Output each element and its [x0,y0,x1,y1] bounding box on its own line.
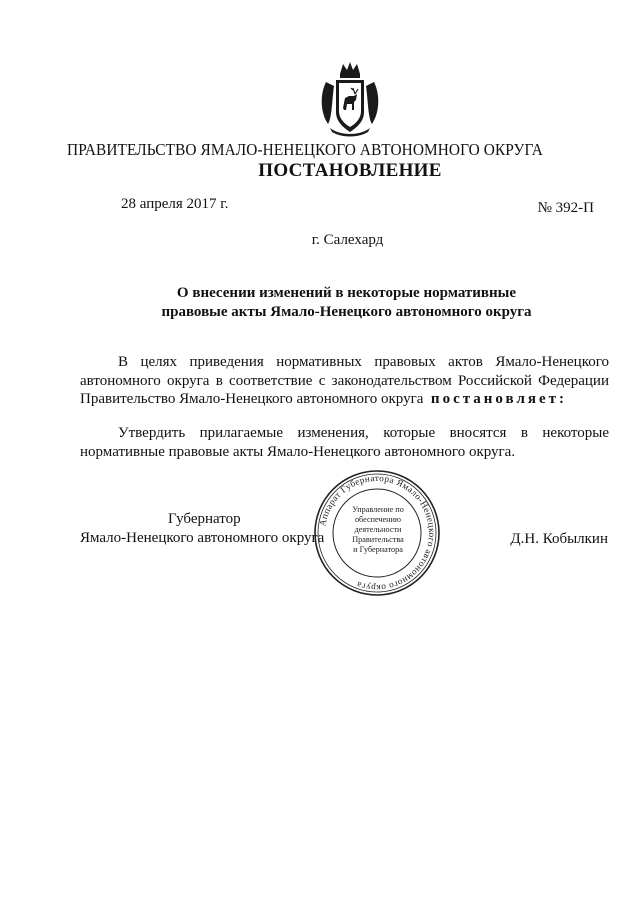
stamp-inner-line-5: и Губернатора [353,545,403,554]
document-type-heading: ПОСТАНОВЛЕНИЕ [258,160,442,181]
stamp-inner-line-1: Управление по [352,505,404,514]
paragraph-1-line-1: В целях приведения нормативных правовых актов Ямало-Ненецкого [118,354,609,370]
document-date: 28 апреля 2017 г. [121,196,229,212]
body-paragraph-2 [80,424,609,461]
stamp-inner-line-2: обеспечению [354,515,402,524]
body-paragraph-1 [80,353,609,409]
subject-line-2: правовые акты Ямало-Ненецкого автономного округа [161,304,532,320]
paragraph-1-line-2: автономного округа в соответствие с законодательством Российской Федерации [80,372,609,389]
paragraph-1-line-3 [80,390,609,409]
stamp-inner-line-4: Правительства [352,535,404,544]
government-title: ПРАВИТЕЛЬСТВО ЯМАЛО-НЕНЕЦКОГО АВТОНОМНОГО ОКРУГА [67,140,543,159]
paragraph-2-line-1: Утвердить прилагаемые изменения, которые вносятся в некоторые [118,425,609,441]
document-city: г. Салехард [311,232,384,248]
paragraph-1-line-3-text: Правительство Ямало-Ненецкого автономного округа [80,391,424,407]
stamp-inner-text [336,505,420,555]
signatory-position [80,510,325,548]
stamp-ring-text: Аппарат Губернатора Ямало-Ненецкого автономного округа [317,472,438,594]
coat-of-arms-emblem [316,60,384,138]
subject-line-1: О внесении изменений в некоторые нормативные [176,285,517,301]
document-subject [0,284,640,322]
paragraph-2-line-2: нормативные правовые акты Ямало-Ненецкого автономного округа. [80,443,516,460]
signatory-position-line-2: Ямало-Ненецкого автономного округа [80,530,325,546]
signatory-name: Д.Н. Кобылкин [510,531,608,547]
signatory-position-line-1: Губернатор [168,511,241,527]
stamp-inner-line-3: деятельности [354,525,402,534]
document-number: № 392-П [537,200,594,216]
resolves-word: постановляет: [430,391,567,407]
